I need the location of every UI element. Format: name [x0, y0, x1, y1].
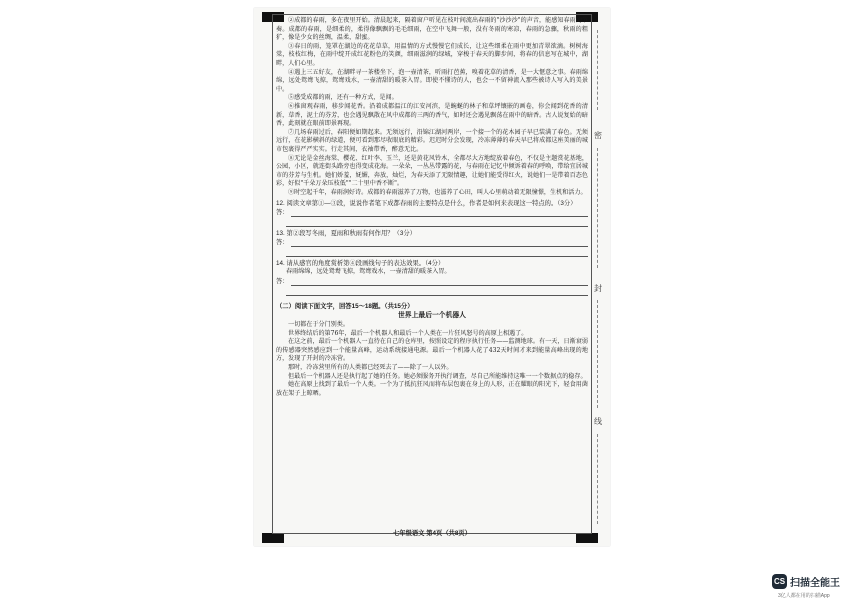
story-paragraph: 在这之前，最后一个机器人一直待在自己的仓库里，按照设定的程序执行任务——监测地球。有一天，日渐衰弱的传感器突然感应到一个能量高峰，运动系统接通电源。最后一个机器人花了432天时间才来到能量高峰出现的地方，发现了开封的冷冻营。	[276, 338, 588, 363]
answer-row	[276, 208, 588, 217]
passage-paragraph: ⑦几场春雨过后，春阳便如期起来。无须远行，沿锦江湖河两岸，一个接一个的花木园子早已装满了春色。无须远行，在花影横斜的绿道，便可看到那尽收眼底的精彩。迟迟时分会发现，冷冻薄薄的春天早已将成都这座美丽的城市包裹得严严实实。行走其间，衣袖带香，醉意无比。	[276, 128, 588, 153]
story-paragraph: 但最后一个机器人还是执行起了她的任务。她必须服务开执行调查，尽自己所能维持这唯一一个数据点的稳存。	[288, 372, 587, 380]
page-footer: 七年级语文 第4页（共8页）	[392, 530, 472, 537]
quoted-sentence: 春雨绵绵，远处鸳鸯飞掠，鸳鸯戏水，一壶清甜的暖茶入胃。	[286, 268, 451, 276]
answer-row	[276, 277, 588, 286]
passage-paragraph: ⑥推窗观春雨，移步闻花香。沿着成都温江的江安河滨，是蜿蜒的林子和草坪镶嵌的画卷，你会闻到花香的清新，草香，泥土的芬芳，也会遇见飘散在风中成都的三两的香气，如时还会遇见飘荡在雨中的暗香。古人说复始的暗香，此刻就在眼前即景再现。	[276, 102, 588, 128]
story-paragraph: 那时，冷冻营里所有的人类都已经死去了——除了一人以外。	[288, 364, 453, 372]
seal-line	[597, 30, 599, 110]
answer-row	[276, 238, 588, 247]
story-paragraph: 一切都在于分门别类。	[288, 321, 349, 329]
answer-label: 答：	[276, 239, 289, 247]
question-13: 13. 第②段写冬雨，夏雨和秋雨有何作用？（3分）	[276, 230, 416, 238]
passage-paragraph: ④遇上三五好友，在湖畔寻一茶楼坐下，泡一壶清茶，听雨打芭蕉，嗅着花草的清香，是一大惬意之事。春雨绵绵，远处鸳鸯飞掠，鸳鸯戏水，一壶清甜的暖茶入胃。即使不懂诗的人，也会一不留神流入那些被诗人写入的美景中。	[276, 68, 588, 93]
answer-label: 答：	[276, 209, 289, 217]
question-12: 12. 阅读文章第①—③段，说说作者笔下成都春雨的主要特点是什么，作者是如何来表现这一特点的。（3分）	[276, 200, 577, 208]
scanner-app-name: 扫描全能王	[790, 578, 840, 589]
answer-line[interactable]	[291, 278, 588, 286]
answer-line[interactable]	[286, 247, 588, 257]
seal-line	[597, 300, 599, 408]
passage-paragraph: ③春日的雨，笼罩在湖边的花花草草，用温情的方式慢慢它们成长，让这些细柔在雨中更加青翠欲滴。树树海棠，枝枝红梅，在雨中绽开成红花粉色的笑颜，细雨滋润的绿城，穿梭于春天的脚步间，将春的信息写在城中，湖畔，人们心里。	[276, 42, 588, 67]
story-paragraph: 她在高原上找到了最后一个人类。一个为了抵抗狂风而将布层包裹在身上的人形，正在耀眼的阳光下，轻食用菌放在架子上晾晒。	[276, 381, 588, 397]
scanner-logo	[772, 574, 840, 589]
seal-line	[597, 434, 599, 524]
page-content	[276, 17, 588, 398]
story-title: 世界上最后一个机器人	[398, 312, 466, 320]
answer-line[interactable]	[286, 286, 588, 296]
side-label-xian: 线	[594, 417, 602, 426]
passage-paragraph: ②成都的春雨，多在夜里开始。清晨起来，隔着窗户听见在枝叶间流出春雨的"沙沙沙"的声音，能感知春雨的节奏。成都的春雨，是细柔的，柔得像飘飘的毛毛细雨，在空中飞舞一般，没有冬雨的寒凉，春雨的急骤，秋雨的粗犷，像是少女的丝绸，温柔，甜蜜。	[276, 17, 588, 42]
section-heading: （二）阅读下面文字，回答15～18题。（共15分）	[276, 303, 414, 311]
side-label-feng: 封	[594, 284, 602, 293]
answer-label: 答：	[276, 278, 289, 286]
passage-paragraph: ⑧无论是金丝海棠、樱花、红叶李、玉兰，还是黄花风铃木，全都尽大方地绽放着春色，不仅是主题赏花基地，公园，小区，就连街头路旁也得变成花海。一朵朵，一丛丛带露的花，与春雨在记忆中倾诉着春的呼唤，带给宜居城市的芬芳与生机。她们娇羞，妩媚，奔放，灿烂，为春天添了无限情趣，让她们能受得红火，说她们一是带着百态色彩，好似"千朵万朵压枝低""二十里中香不断"。	[276, 154, 588, 188]
answer-line[interactable]	[291, 209, 588, 217]
camscanner-icon: CS	[772, 574, 787, 589]
answer-line[interactable]	[286, 217, 588, 227]
passage-paragraph: ⑤感受成都的雨，还有一种方式，是闻。	[288, 94, 398, 102]
question-14: 14. 请从感官的角度赏析第④段画线句子的表达效果。（4分）	[276, 260, 445, 268]
seal-line	[597, 148, 599, 268]
side-label-mi: 密	[594, 131, 602, 140]
story-paragraph: 世界终结后的第76年，最后一个机器人和最后一个人类在一片狂风怒号的高原上相遇了。	[288, 329, 528, 337]
answer-line[interactable]	[291, 239, 588, 247]
scanner-tagline: 3亿人都在用的扫描App	[778, 593, 830, 599]
passage-paragraph: ⑨时空起千年，春雨润好诗。成都的春雨滋养了万物，也滋养了心田，叫人心里萌动着无限憧憬，生机和活力。	[288, 188, 587, 196]
